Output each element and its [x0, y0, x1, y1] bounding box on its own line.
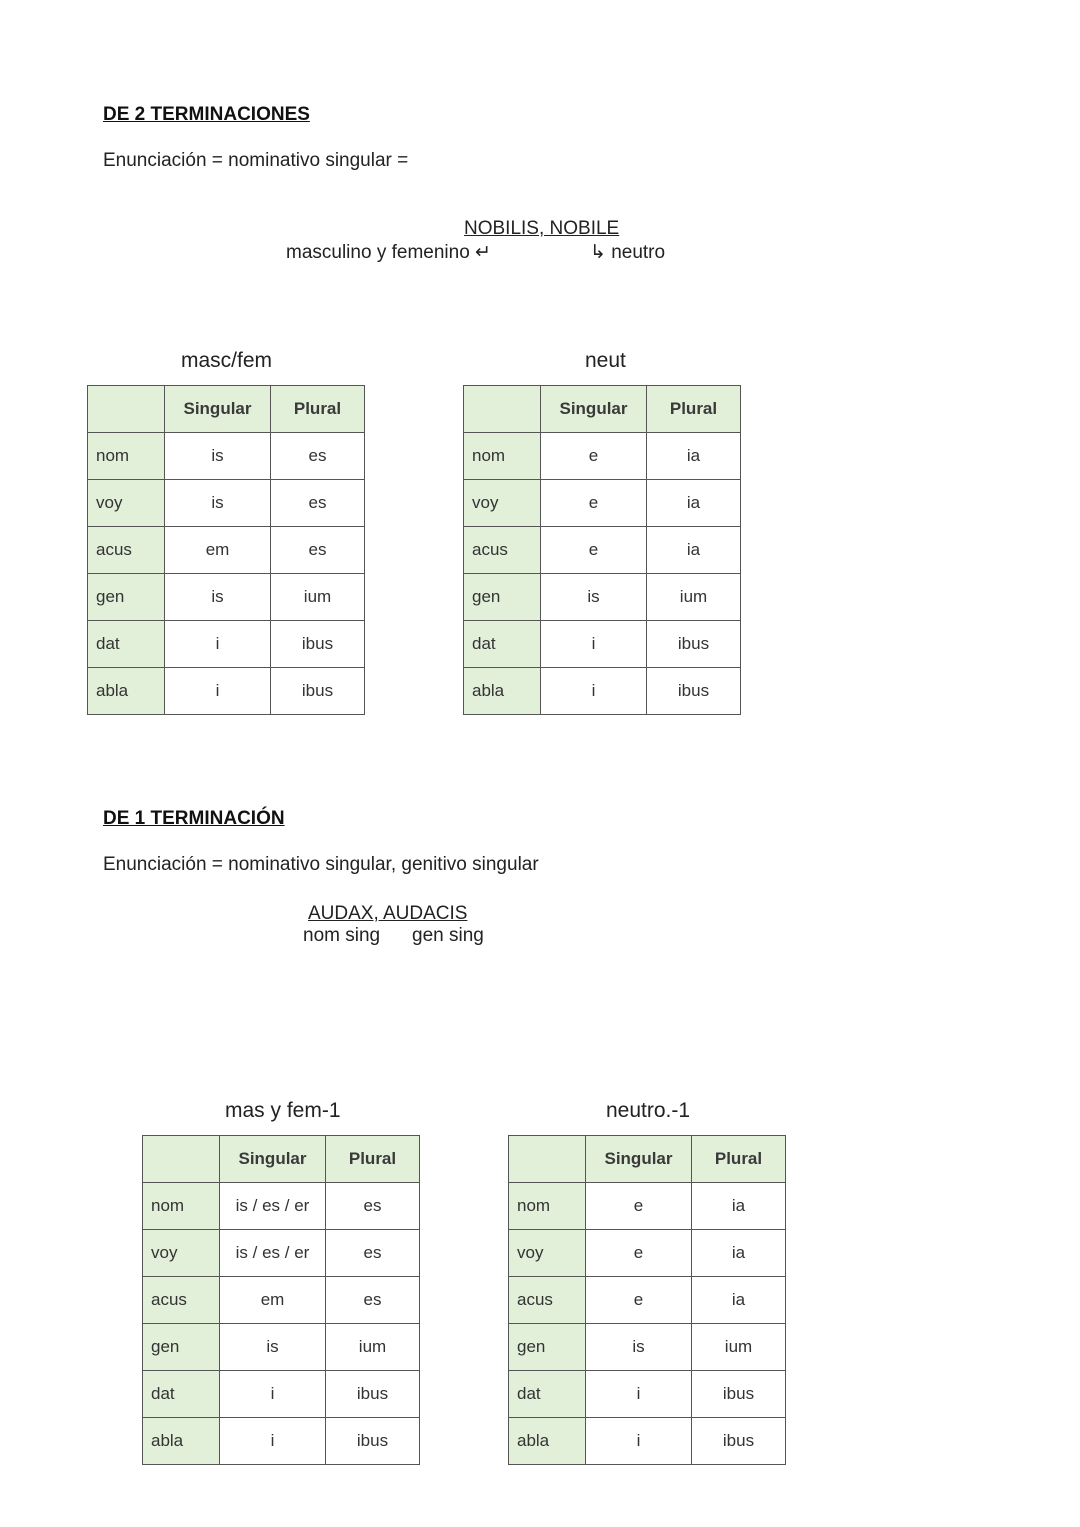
table-row — [143, 1324, 420, 1371]
singular-ending: is — [165, 574, 271, 621]
table-header-row — [509, 1136, 786, 1183]
declension-table-neutro-1 — [508, 1135, 786, 1465]
section2-heading: DE 1 TERMINACIÓN — [103, 808, 285, 829]
table-row — [88, 433, 365, 480]
plural-ending: ia — [647, 433, 741, 480]
case-label: gen — [509, 1324, 586, 1371]
declension-table-neut — [463, 385, 741, 715]
section2-label-gen-sing: gen sing — [412, 925, 484, 946]
case-label: acus — [143, 1277, 220, 1324]
declension-table-mas-fem-1 — [142, 1135, 420, 1465]
header-singular: Singular — [165, 386, 271, 433]
plural-ending: es — [271, 433, 365, 480]
table-row — [143, 1183, 420, 1230]
plural-ending: ibus — [326, 1371, 420, 1418]
table-header-row — [88, 386, 365, 433]
table-row — [509, 1324, 786, 1371]
plural-ending: ia — [692, 1183, 786, 1230]
singular-ending: i — [165, 668, 271, 715]
singular-ending: is / es / er — [220, 1183, 326, 1230]
case-label: dat — [88, 621, 165, 668]
case-label: abla — [143, 1418, 220, 1465]
section1-heading: DE 2 TERMINACIONES — [103, 104, 310, 125]
plural-ending: ia — [692, 1277, 786, 1324]
section2-label-nom-sing: nom sing — [303, 925, 381, 946]
header-plural: Plural — [647, 386, 741, 433]
table-row — [88, 527, 365, 574]
header-singular: Singular — [586, 1136, 692, 1183]
table-row — [464, 668, 741, 715]
plural-ending: ium — [647, 574, 741, 621]
case-label: acus — [464, 527, 541, 574]
plural-ending: ibus — [271, 668, 365, 715]
plural-ending: ibus — [647, 621, 741, 668]
header-singular: Singular — [541, 386, 647, 433]
section2-example-word: AUDAX, AUDACIS — [308, 903, 468, 924]
plural-ending: ia — [692, 1230, 786, 1277]
singular-ending: i — [220, 1418, 326, 1465]
table-corner-cell — [88, 386, 165, 433]
table-caption-masc-fem: masc/fem — [181, 349, 273, 372]
table-caption-neutro-1: neutro.-1 — [606, 1099, 691, 1122]
table-corner-cell — [509, 1136, 586, 1183]
case-label: gen — [464, 574, 541, 621]
singular-ending: i — [541, 668, 647, 715]
case-label: nom — [88, 433, 165, 480]
section1-example-word: NOBILIS, NOBILE — [464, 218, 620, 239]
table-row — [509, 1183, 786, 1230]
table-row — [464, 574, 741, 621]
singular-ending: i — [220, 1371, 326, 1418]
case-label: acus — [88, 527, 165, 574]
plural-ending: ium — [692, 1324, 786, 1371]
singular-ending: e — [586, 1230, 692, 1277]
table-row — [464, 527, 741, 574]
table-row — [509, 1277, 786, 1324]
case-label: dat — [464, 621, 541, 668]
plural-ending: ium — [271, 574, 365, 621]
case-label: abla — [88, 668, 165, 715]
plural-ending: ia — [647, 480, 741, 527]
singular-ending: em — [165, 527, 271, 574]
plural-ending: ibus — [692, 1418, 786, 1465]
table-corner-cell — [143, 1136, 220, 1183]
singular-ending: i — [165, 621, 271, 668]
singular-ending: is — [165, 480, 271, 527]
plural-ending: ibus — [692, 1371, 786, 1418]
case-label: acus — [509, 1277, 586, 1324]
table-row — [509, 1418, 786, 1465]
table-header-row — [143, 1136, 420, 1183]
case-label: voy — [464, 480, 541, 527]
case-label: abla — [464, 668, 541, 715]
table-caption-neut: neut — [585, 349, 626, 372]
plural-ending: es — [326, 1183, 420, 1230]
case-label: gen — [88, 574, 165, 621]
singular-ending: e — [541, 527, 647, 574]
header-plural: Plural — [692, 1136, 786, 1183]
table-row — [509, 1230, 786, 1277]
singular-ending: is — [220, 1324, 326, 1371]
section1-label-neutro: ↳ neutro — [590, 242, 666, 263]
singular-ending: is / es / er — [220, 1230, 326, 1277]
case-label: nom — [143, 1183, 220, 1230]
singular-ending: is — [586, 1324, 692, 1371]
table-row — [88, 621, 365, 668]
singular-ending: i — [586, 1371, 692, 1418]
singular-ending: e — [541, 433, 647, 480]
case-label: voy — [88, 480, 165, 527]
case-label: nom — [464, 433, 541, 480]
plural-ending: ium — [326, 1324, 420, 1371]
table-row — [509, 1371, 786, 1418]
table-row — [143, 1277, 420, 1324]
header-plural: Plural — [271, 386, 365, 433]
plural-ending: es — [326, 1277, 420, 1324]
plural-ending: es — [326, 1230, 420, 1277]
singular-ending: is — [165, 433, 271, 480]
case-label: abla — [509, 1418, 586, 1465]
plural-ending: es — [271, 480, 365, 527]
section1-enunciacion: Enunciación = nominativo singular = — [103, 150, 409, 171]
plural-ending: ia — [647, 527, 741, 574]
table-row — [464, 480, 741, 527]
table-row — [143, 1230, 420, 1277]
case-label: voy — [509, 1230, 586, 1277]
table-caption-mas-fem-1: mas y fem-1 — [225, 1099, 341, 1122]
table-corner-cell — [464, 386, 541, 433]
case-label: gen — [143, 1324, 220, 1371]
plural-ending: ibus — [647, 668, 741, 715]
plural-ending: es — [271, 527, 365, 574]
table-row — [88, 480, 365, 527]
table-row — [143, 1371, 420, 1418]
table-row — [464, 621, 741, 668]
header-plural: Plural — [326, 1136, 420, 1183]
header-singular: Singular — [220, 1136, 326, 1183]
table-row — [143, 1418, 420, 1465]
singular-ending: i — [586, 1418, 692, 1465]
singular-ending: e — [541, 480, 647, 527]
table-row — [88, 574, 365, 621]
table-row — [464, 433, 741, 480]
case-label: voy — [143, 1230, 220, 1277]
singular-ending: e — [586, 1183, 692, 1230]
section1-label-masc-fem: masculino y femenino ↵ — [286, 242, 491, 263]
singular-ending: e — [586, 1277, 692, 1324]
case-label: dat — [143, 1371, 220, 1418]
case-label: dat — [509, 1371, 586, 1418]
plural-ending: ibus — [326, 1418, 420, 1465]
plural-ending: ibus — [271, 621, 365, 668]
table-row — [88, 668, 365, 715]
section2-enunciacion: Enunciación = nominativo singular, genitivo singular — [103, 854, 539, 875]
case-label: nom — [509, 1183, 586, 1230]
declension-table-masc-fem — [87, 385, 365, 715]
table-header-row — [464, 386, 741, 433]
singular-ending: is — [541, 574, 647, 621]
singular-ending: em — [220, 1277, 326, 1324]
singular-ending: i — [541, 621, 647, 668]
